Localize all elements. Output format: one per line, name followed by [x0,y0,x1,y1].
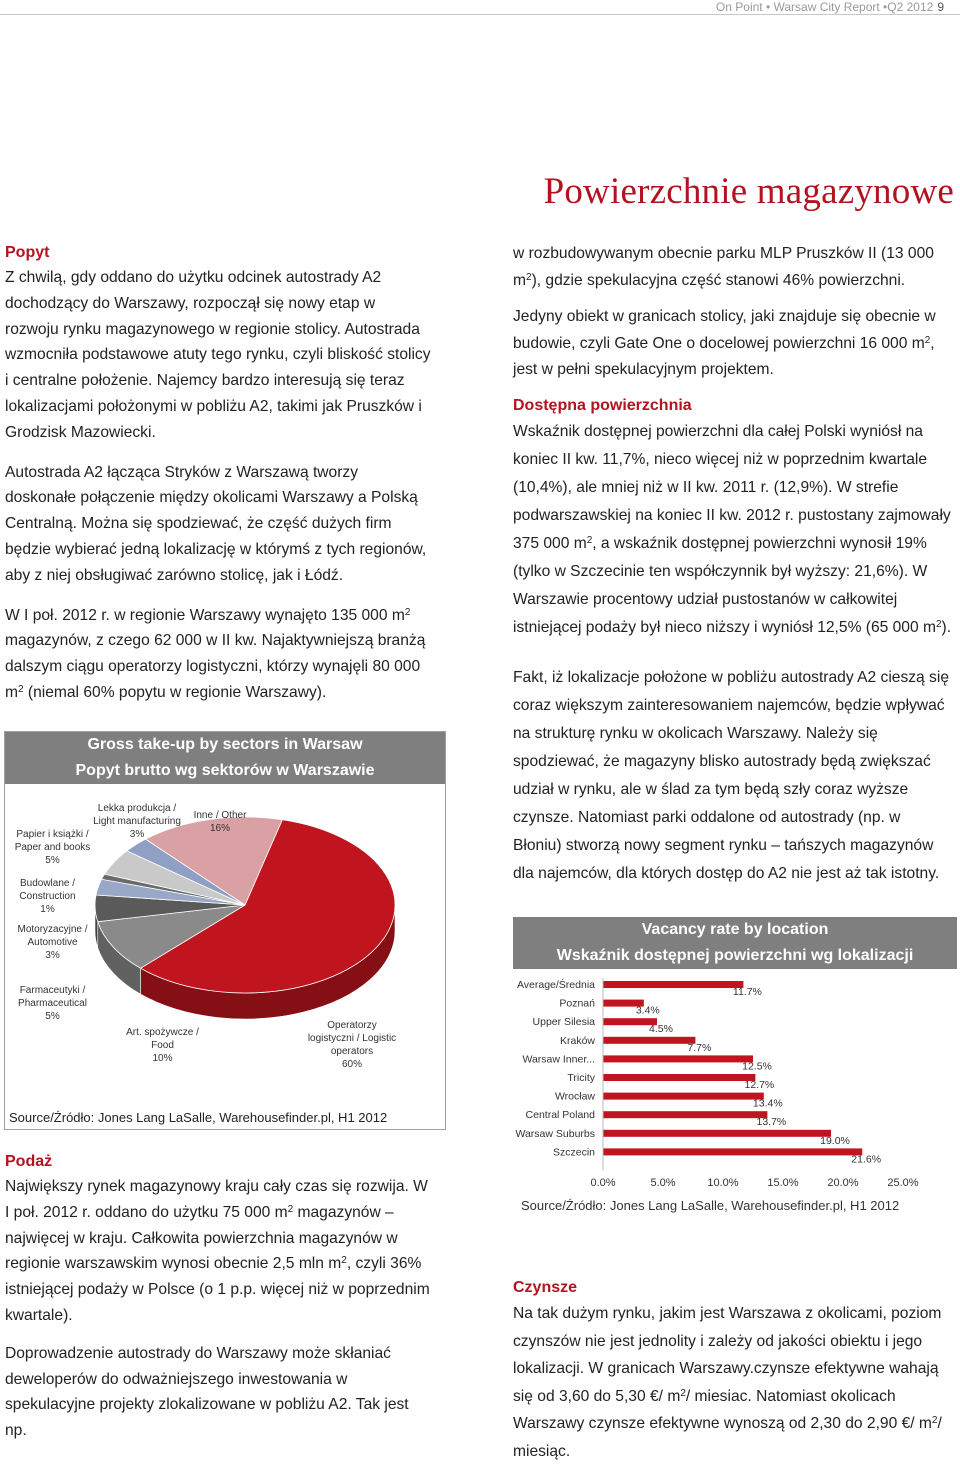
pie-label-logistic: Operatorzy logistyczni / Logistic operators 60% [307,1020,397,1070]
bar-category-label: Kraków [559,1034,595,1047]
pie-chart-title: Gross take-up by sectors in Warsaw [87,736,363,753]
bar-chart-subtitle: Wskaźnik dostępnej powierzchni wg lokalizacji [556,947,914,964]
pie-label-light-manufacturing: Lekka produkcja / Light manufacturing 3% [93,803,181,840]
heading-podaz: Podaż [5,1153,53,1170]
x-tick-label: 5.0% [650,1177,676,1189]
podaz-paragraph-2: Doprowadzenie autostrady do Warszawy może skłaniać deweloperów do odważniejszego inwestowania w spekulacyjne projekty zlokalizowane w pobliżu A2. Tak jest np. [5,1344,409,1440]
dostepna-paragraph-2: Fakt, iż lokalizacje położone w pobliżu autostrady A2 cieszą się coraz większym zainteresowaniem najemców, będzie wpływać na strukturę rynku w okolicach Warszawy. Należy się spodziewać, że magazyny blisko autostrady będą zwiększać udział w rynku, ale w ślad za tym będą szły coraz wyższe czynsze. Natomiast parki oddalone od autostrady (np. w Błoniu) stworzą nowy segment rynku – tańszych magazynów dla najemców, dla których dostęp do A2 nie jest aż tak istotny. [513,668,949,882]
bar-value-label: 3.4% [635,1004,660,1017]
heading-czynsze: Czynsze [513,1279,578,1296]
x-tick-label: 15.0% [767,1177,799,1189]
bar-value-label: 4.5% [649,1023,673,1036]
bar [603,981,743,988]
pie-label-construction: Budowlane / Construction 1% [19,878,76,915]
x-tick-label: 25.0% [887,1177,919,1189]
bar [603,1111,767,1118]
bar-value-label: 13.4% [752,1097,783,1110]
bar-category-label: Upper Silesia [532,1016,595,1029]
running-header [716,0,944,14]
bar [603,1074,755,1081]
header-rule [0,14,960,15]
pie-label-automotive: Motoryzacyjne / Automotive 3% [17,924,88,961]
x-tick-label: 10.0% [707,1177,739,1189]
heading-dostepna: Dostępna powierzchnia [513,396,692,414]
pie-label-paper: Papier i książki / Paper and books 5% [14,829,91,866]
pie-label-food: Art. spożywcze / Food 10% [126,1027,199,1064]
right-paragraph-2: Jedyny obiekt w granicach stolicy, jaki znajduje się obecnie w budowie, czyli Gate One o docelowej powierzchni 16 000 $m^2$, jest w pełni spekulacyjnym projektem. [513,308,936,378]
x-tick-label: 20.0% [827,1177,859,1189]
left-column-top [5,241,433,716]
right-column-top [513,241,953,898]
bar-chart-title: Vacancy rate by location [641,921,829,938]
bar-chart [513,972,957,1262]
bar [603,1148,862,1155]
bar-category-label: Poznań [559,997,595,1010]
podaz-paragraph-1: Największy rynek magazynowy kraju cały czas się rozwija. W I poł. 2012 r. oddano do użytku 75 000 $m^2$ magazynów – najwięcej w kraju. Całkowita powierzchnia magazynów w regionie warszawskim wynosi obecnie 2,5 mln $m^2$, czyli 36% istniejącej podaży w Polsce (o 1 p.p. więcej niż w poprzednim kwartale). [5,1178,430,1324]
page-number: 9 [937,0,944,14]
bar-category-label: Central Poland [525,1109,595,1122]
bar [603,1093,764,1100]
bar-value-label: 11.7% [732,986,762,998]
bar-chart-header [513,917,957,969]
bar [603,1037,695,1044]
pie-chart-subtitle: Popyt brutto wg sektorów w Warszawie [75,762,375,779]
pie-label-pharmaceutical: Farmaceutyki / Pharmaceutical 5% [18,985,87,1022]
bar-category-label: Wrocław [554,1090,595,1103]
bar-category-label: Tricity [567,1072,595,1084]
left-column-bottom [5,1150,433,1454]
bar-category-label: Warsaw Inner... [522,1053,595,1066]
bar-chart-source: Source/Źródło: Jones Lang LaSalle, Warehousefinder.pl, H1 2012 [521,1198,900,1213]
bar [603,1130,831,1137]
vacancy-chart [513,917,957,1259]
right-column-bottom [513,1276,953,1475]
czynsze-paragraph-1: Na tak dużym rynku, jakim jest Warszawa z okolicami, poziom czynszów nie jest jednolity i zależy od jakości obiektu i jego lokalizacji. W granicach Warszawy.czynsze efektywne wahają się od 3,60 do 5,30 €/ $m^2/$ miesiac. Natomiast okolicach Warszawy czynsze efektywne wynoszą od 2,30 do 2,90 €/ $m^2/$ miesiąc. [513,1305,942,1460]
bar-category-label: Warsaw Suburbs [515,1127,595,1140]
pie-chart-header [5,732,445,784]
bar-category-label: Szczecin [552,1146,595,1159]
bar [603,1055,753,1062]
dostepna-paragraph-1: Wskaźnik dostępnej powierzchni dla całej Polski wyniósł na koniec II kw. 11,7%, nieco więcej niż w poprzednim kwartale (10,4%), ale mniej niż w II kw. 2011 r. (12,9%). W strefie podwarszawskiej na koniec II kw. 2012 r. pustostany zajmowały 375 000 $m^2$, a wskaźnik dostępnej powierzchni wynosił 19% (tylko w Szczecinie ten współczynnik był wyższy: 21,6%). W Warszawie procentowy udział pustostanów w całkowitej istniejącej podaży był nieco niższy i wyniósł 12,5% (65 000 $m^2$). [513,422,952,636]
bar-value-label: 12.7% [744,1079,775,1091]
pie-slices [95,817,395,993]
pie-label-other: Inne / Other 16% [193,810,247,834]
bar-category-label: Average/Średnia [516,979,595,991]
x-tick-label: 0.0% [590,1177,616,1189]
bar-value-label: 21.6% [851,1153,882,1166]
popyt-paragraph-1: Z chwilą, gdy oddano do użytku odcinek autostrady A2 dochodzący do Warszawy, rozpoczął się nowy etap w rozwoju rynku magazynowego w regionie stolicy. Autostrada wzmocniła podstawowe atuty tego rynku, czyli bliskość stolicy i centralne położenie. Najemcy bardzo interesują się teraz lokalizacjami położonymi w pobliżu A2, takimi jak Pruszków i Grodzisk Mazowiecki. [5,269,431,441]
running-title: On Point • Warsaw City Report •Q2 2012 [715,0,934,14]
bar-value-label: 19.0% [820,1134,850,1147]
bar-value-label: 12.5% [742,1060,772,1073]
section-title: Powierzchnie magazynowe [543,171,954,212]
right-paragraph-1: w rozbudowywanym obecnie parku MLP Pruszków II (13 000 $m^2$), gdzie spekulacyjna część stanowi 46% powierzchni. [513,245,934,289]
pie-chart-source: Source/Źródło: Jones Lang LaSalle, Warehousefinder.pl, H1 2012 [9,1110,388,1125]
bar-value-label: 7.7% [687,1041,712,1054]
popyt-paragraph-2: Autostrada A2 łącząca Stryków z Warszawą tworzy doskonałe połączenie między okolicami Warszawy a Polską Centralną. Można się spodziewać, że część dużych firm będzie wybierać jedną lokalizację w którymś z tych regionów, aby z niej obsługiwać zarówno stolicę, jak i Łódź. [5,463,427,584]
heading-popyt: Popyt [5,244,50,261]
take-up-chart [4,731,446,1130]
popyt-paragraph-3: W I poł. 2012 r. w regionie Warszawy wynajęto 135 000 $m^2$ magazynów, z czego 62 000 w II kw. Najaktywniejszą branżą dalszym ciągu operatorzy logistyczni, którzy wynajęli 80 000 $m^2$ (niemal 60% popytu w regionie Warszawy). [5,606,426,701]
bar-value-label: 13.7% [756,1116,787,1129]
